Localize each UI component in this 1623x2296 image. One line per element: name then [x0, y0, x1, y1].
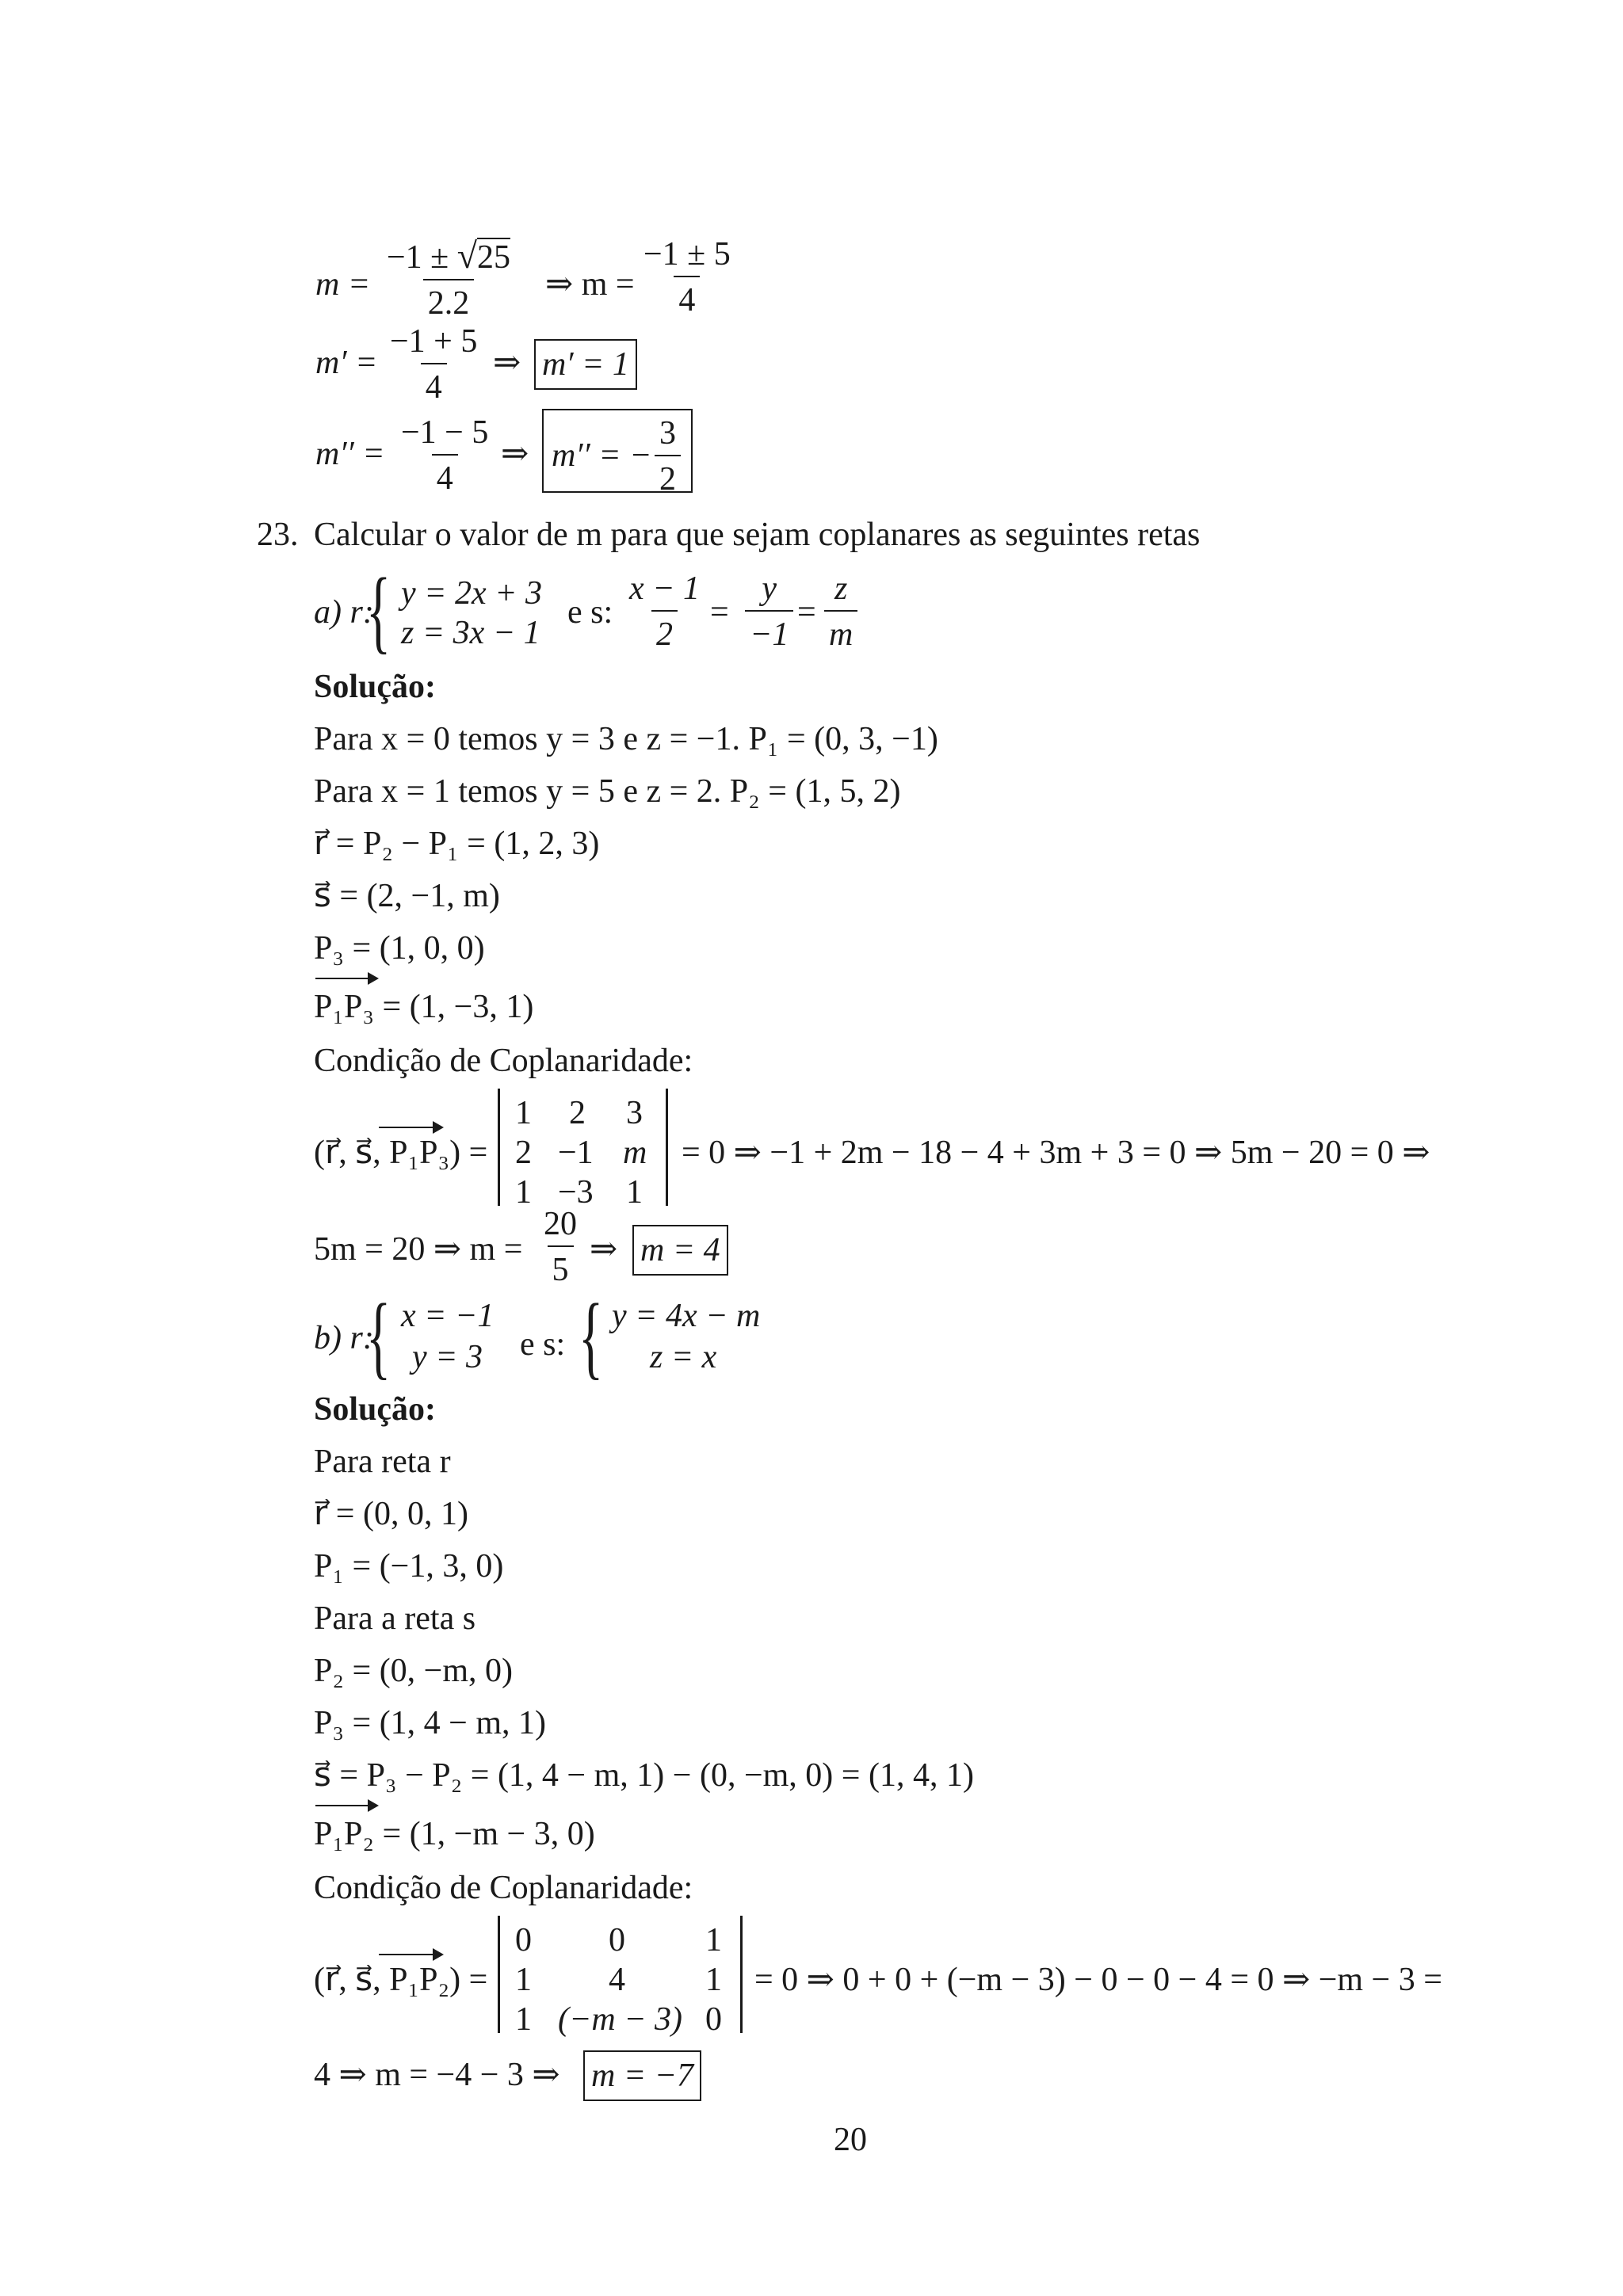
system-r-eq2: z = 3x − 1 — [401, 615, 540, 651]
system-s-eq1: y = 4x − m — [612, 1298, 761, 1334]
part-b-label: b) r: — [314, 1320, 374, 1356]
determinant-lhs: (r⃗, s⃗, P₁P₂) = — [314, 1962, 488, 1998]
implies-arrow: ⇒ — [590, 1231, 618, 1268]
fraction-m-prime: $\frac{-1 + 5}{4}$ — [390, 323, 478, 406]
solution-line: s⃗ = P₃ − P₂ = (1, 4 − m, 1) − (0, −m, 0) = (1, 4, 1) — [314, 1757, 974, 1794]
determinant-bar — [666, 1089, 668, 1206]
matrix-cell: (−m − 3) — [558, 2001, 682, 2038]
fraction-root: $\frac{-1 \pm √25}{2.2}$ — [387, 235, 510, 322]
exercise-number: 23. — [257, 517, 299, 553]
system-r-eq1: y = 2x + 3 — [401, 575, 542, 612]
boxed-result-m-double-prime: m′′ = − $\frac{3}{2}$ — [542, 409, 693, 493]
left-brace: { — [366, 559, 391, 662]
boxed-result-m-prime: m′ = 1 — [534, 339, 637, 390]
system-r-eq1: x = −1 — [401, 1298, 495, 1334]
solution-line: P₁P₃ = (1, −3, 1) — [314, 989, 534, 1025]
fraction-simplified: $\frac{-1 \pm 5}{4}$ — [643, 236, 731, 318]
boxed-result-a: m = 4 — [632, 1225, 728, 1276]
matrix-cell: 3 — [626, 1095, 643, 1131]
solution-line: P₂ = (0, −m, 0) — [314, 1653, 514, 1689]
e-s-label: e s: — [567, 594, 613, 631]
implies-arrow: ⇒ — [493, 345, 521, 381]
part-a-label: a) r: — [314, 594, 374, 631]
determinant-bar — [740, 1916, 743, 2033]
matrix-cell: 4 — [609, 1962, 625, 1998]
left-brace: { — [366, 1284, 391, 1388]
matrix-cell: 1 — [705, 1922, 722, 1958]
matrix-cell: 0 — [609, 1922, 625, 1958]
solution-line: Para a reta s — [314, 1600, 476, 1637]
implies-arrow: ⇒ — [501, 436, 529, 472]
boxed-result-b: m = −7 — [583, 2050, 701, 2101]
determinant-lhs: (r⃗, s⃗, P₁P₃) = — [314, 1135, 488, 1171]
determinant-rhs: = 0 ⇒ −1 + 2m − 18 − 4 + 3m + 3 = 0 ⇒ 5m − 20 = 0 ⇒ — [682, 1135, 1430, 1171]
matrix-cell: 2 — [515, 1135, 532, 1171]
solution-line: r⃗ = P₂ − P₁ = (1, 2, 3) — [314, 826, 600, 862]
equals-sign: = — [710, 594, 729, 631]
solution-line: P₁ = (−1, 3, 0) — [314, 1548, 504, 1585]
solution-line: r⃗ = (0, 0, 1) — [314, 1496, 468, 1532]
vector-arrow — [315, 1805, 377, 1806]
matrix-cell: −3 — [558, 1174, 594, 1211]
result-lhs: 4 ⇒ m = −4 − 3 ⇒ — [314, 2057, 560, 2093]
s-fraction-2: $\frac{y}{-1}$ — [745, 572, 793, 651]
determinant-rhs: = 0 ⇒ 0 + 0 + (−m − 3) − 0 − 0 − 4 = 0 ⇒ −m − 3 = — [754, 1962, 1442, 1998]
equals-sign: = — [797, 594, 816, 631]
s-fraction-3: $\frac{z}{m}$ — [824, 572, 857, 651]
matrix-cell: m — [623, 1135, 647, 1171]
matrix-cell: 1 — [705, 1962, 722, 1998]
result-lhs: 5m = 20 ⇒ m = — [314, 1231, 523, 1268]
determinant-bar — [498, 1089, 500, 1206]
coplanarity-heading: Condição de Coplanaridade: — [314, 1870, 693, 1906]
system-r-eq2: y = 3 — [412, 1339, 483, 1375]
m-equals: m = — [315, 266, 371, 303]
matrix-cell: 2 — [569, 1095, 586, 1131]
result-fraction: $\frac{20}{5}$ — [544, 1206, 577, 1288]
matrix-cell: 1 — [515, 1095, 532, 1131]
fraction-m-double-prime: $\frac{-1 - 5}{4}$ — [401, 414, 489, 497]
matrix-cell: 0 — [705, 2001, 722, 2038]
implies-m: ⇒ m = — [545, 266, 635, 303]
coplanarity-heading: Condição de Coplanaridade: — [314, 1043, 693, 1079]
solution-line: P₁P₂ = (1, −m − 3, 0) — [314, 1816, 595, 1852]
s-fraction-1: $\frac{x - 1}{2}$ — [629, 570, 700, 653]
solution-line: P₃ = (1, 4 − m, 1) — [314, 1705, 547, 1741]
matrix-cell: 1 — [515, 2001, 532, 2038]
page-number: 20 — [834, 2122, 867, 2158]
system-s-eq2: z = x — [650, 1339, 717, 1375]
vector-arrow — [379, 1954, 442, 1955]
vector-arrow — [315, 978, 377, 979]
m-double-prime-lhs: m′′ = — [315, 436, 385, 472]
solution-heading: Solução: — [314, 669, 437, 705]
matrix-cell: 0 — [515, 1922, 532, 1958]
determinant-bar — [498, 1916, 500, 2033]
solution-line: Para x = 1 temos y = 5 e z = 2. P₂ = (1, 5, 2) — [314, 773, 901, 810]
solution-line: s⃗ = (2, −1, m) — [314, 878, 500, 914]
sqrt-symbol: √ — [456, 235, 477, 276]
matrix-cell: 1 — [626, 1174, 643, 1211]
matrix-cell: −1 — [558, 1135, 594, 1171]
m-prime-lhs: m′ = — [315, 345, 378, 381]
solution-line: Para x = 0 temos y = 3 e z = −1. P₁ = (0, 3, −1) — [314, 721, 938, 757]
matrix-cell: 1 — [515, 1174, 532, 1211]
vector-arrow — [379, 1127, 442, 1128]
matrix-cell: 1 — [515, 1962, 532, 1998]
left-brace: { — [579, 1284, 604, 1388]
exercise-statement: Calcular o valor de m para que sejam coplanares as seguintes retas — [314, 517, 1201, 553]
solution-heading: Solução: — [314, 1391, 437, 1428]
solution-line: P₃ = (1, 0, 0) — [314, 930, 485, 967]
solution-line: Para reta r — [314, 1444, 451, 1480]
e-s-label: e s: — [520, 1326, 566, 1363]
